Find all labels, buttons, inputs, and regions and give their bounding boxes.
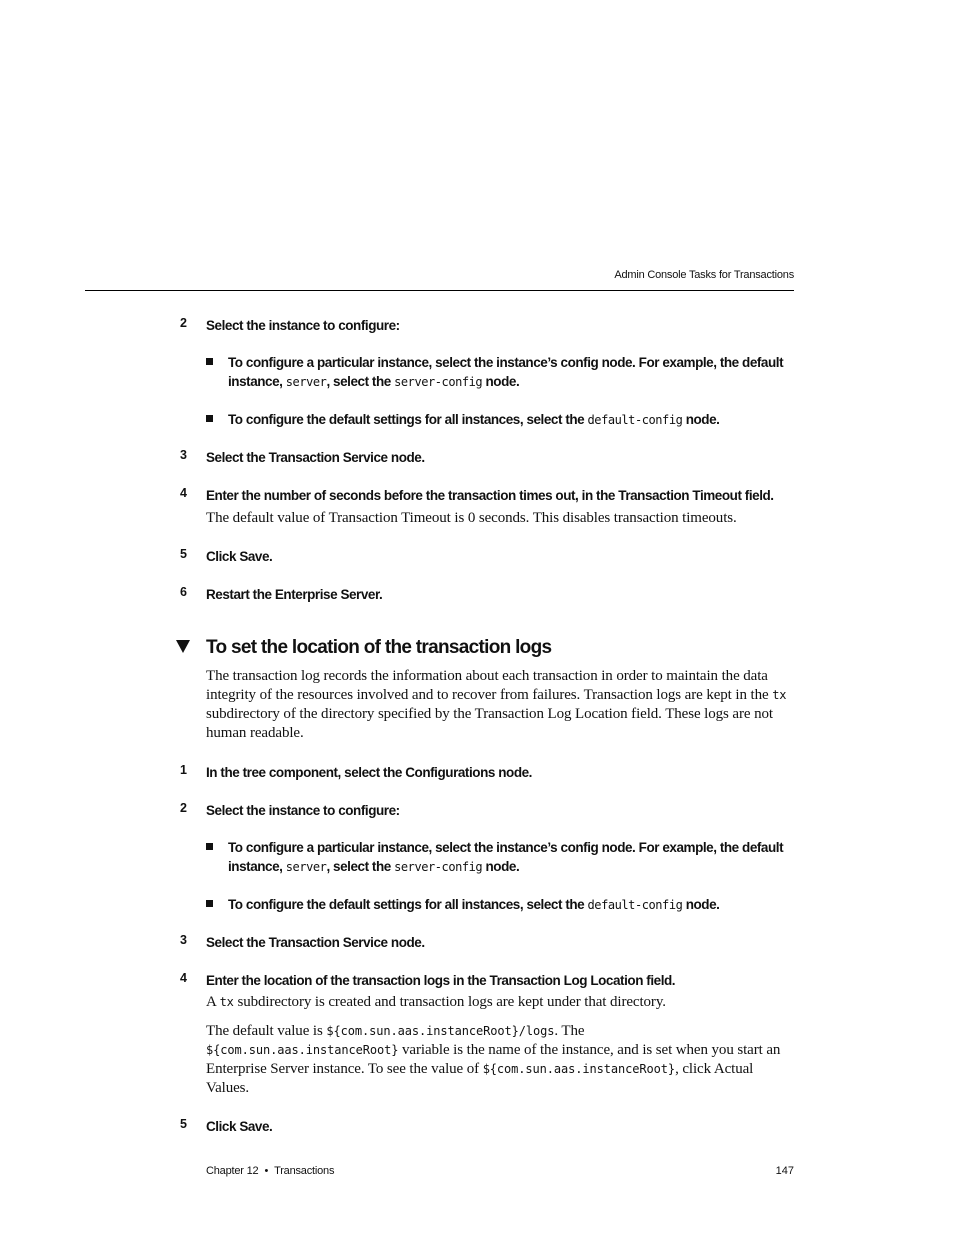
step-number: 4 [180,486,187,500]
step-text: Restart the Enterprise Server. [206,587,383,602]
step-text: Enter the location of the transaction logs in the Transaction Log Location field. [206,973,676,988]
bullet-text: To configure a particular instance, select the instance’s config node. For example, the default instance, server, select the server-config node. [228,840,784,874]
step-text: Select the instance to configure: [206,803,400,818]
bullet-icon [206,358,213,365]
bullet-icon [206,900,213,907]
intro-paragraph: The transaction log records the information about each transaction in order to maintain the data integrity of the resources involved and to recover from failures. Transaction logs are kept in the tx subdirectory of the directory specified by the Transaction Log Location field. These logs are not human readable. [206,668,787,741]
step-text: Select the Transaction Service node. [206,450,425,465]
bullet-text: To configure a particular instance, select the instance’s config node. For example, the default instance, server, select the server-config node. [228,355,784,389]
body-paragraph: A tx subdirectory is created and transaction logs are kept under that directory. [206,994,666,1010]
bullet-text: To configure the default settings for all instances, select the default-config node. [228,412,720,427]
step-text: Click Save. [206,1119,273,1134]
step-number: 2 [180,801,187,815]
step-text: Enter the number of seconds before the transaction times out, in the Transaction Timeout field. [206,488,774,503]
step-number: 1 [180,763,187,777]
triangle-down-icon [176,640,190,653]
step-text: In the tree component, select the Configurations node. [206,765,532,780]
step-number: 3 [180,448,187,462]
running-header: Admin Console Tasks for Transactions [614,269,794,281]
step-number: 6 [180,585,187,599]
bullet-text: To configure the default settings for all instances, select the default-config node. [228,897,720,912]
step-text: Select the Transaction Service node. [206,935,425,950]
bullet-icon [206,843,213,850]
step-text: Select the instance to configure: [206,318,400,333]
section-heading [176,637,796,663]
section-title: To set the location of the transaction logs [206,637,552,658]
header-rule [85,290,794,291]
step-number: 2 [180,316,187,330]
step-number: 4 [180,971,187,985]
step-text: Click Save. [206,549,273,564]
footer-chapter: Chapter 12 • Transactions [206,1165,335,1177]
body-paragraph: The default value is ${com.sun.aas.instanceRoot}/logs. The ${com.sun.aas.instanceRoot} variable is the name of the instance, and is set when you start an Enterprise Server instance. To see the value of ${com.sun.aas.instanceRoot}, click Actual Values. [206,1023,781,1096]
step-number: 3 [180,933,187,947]
page-number: 147 [775,1165,794,1177]
body-paragraph: The default value of Transaction Timeout is 0 seconds. This disables transaction timeouts. [206,510,737,526]
step-number: 5 [180,547,187,561]
bullet-icon [206,415,213,422]
step-number: 5 [180,1117,187,1131]
